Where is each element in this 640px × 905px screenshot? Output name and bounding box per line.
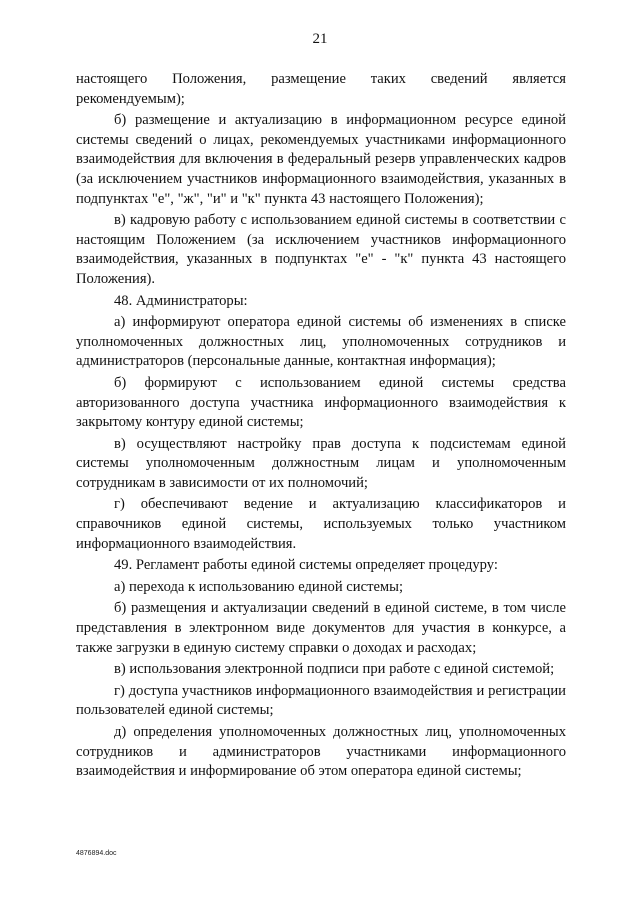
paragraph: в) осуществляют настройку прав доступа к подсистемам единой системы уполномоченным должностным лицам и уполномоченным сотрудникам в зависимости от их полномочий;	[76, 435, 566, 491]
paragraph: 49. Регламент работы единой системы определяет процедуру:	[114, 557, 498, 574]
footer-filename: 4876894.doc	[76, 850, 117, 857]
paragraph: в) кадровую работу с использованием единой системы в соответствии с настоящим Положением (за исключением участников информационного взаимодействия, указанных в подпунктах "е" - "к" пункта 43 настоящего Положения).	[76, 212, 566, 287]
paragraph: б) формируют с использованием единой системы средства авторизованного доступа участника информационного взаимодействия к закрытому контуру единой системы;	[76, 374, 566, 431]
paragraph: 48. Администраторы:	[114, 292, 248, 309]
paragraph: настоящего Положения, размещение таких сведений является рекомендуемым);	[76, 71, 566, 107]
paragraph: б) размещения и актуализации сведений в единой системе, в том числе представления в электронном виде документов для участия в конкурсе, а также загрузки в единую систему справки о доходах и расходах;	[76, 600, 566, 656]
page-number: 21	[312, 31, 328, 47]
paragraph: а) информируют оператора единой системы об изменениях в списке уполномоченных должностных лиц, уполномоченных сотрудников и администраторов (персональные данные, контактная информация);	[76, 314, 566, 370]
paragraph: г) обеспечивают ведение и актуализацию классификаторов и справочников единой системы, используемых только участником информационного взаимодействия.	[76, 496, 566, 552]
paragraph: а) перехода к использованию единой системы;	[114, 578, 404, 595]
paragraph: д) определения уполномоченных должностных лиц, уполномоченных сотрудников и администраторов участниками информационного взаимодействия и информирование об этом оператора единой системы;	[76, 724, 566, 780]
document-body	[76, 70, 566, 782]
paragraph: в) использования электронной подписи при работе с единой системой;	[114, 661, 555, 678]
paragraph: б) размещение и актуализацию в информационном ресурсе единой системы сведений о лицах, рекомендуемых участниками информационного взаимодействия для включения в федеральный резерв управленческих кадров (за исключением участников информационного взаимодействия, указанных в подпунктах "е", "ж", "и" и "к" пункта 43 настоящего Положения);	[76, 112, 566, 207]
paragraph: г) доступа участников информационного взаимодействия и регистрации пользователей единой системы;	[76, 682, 566, 719]
